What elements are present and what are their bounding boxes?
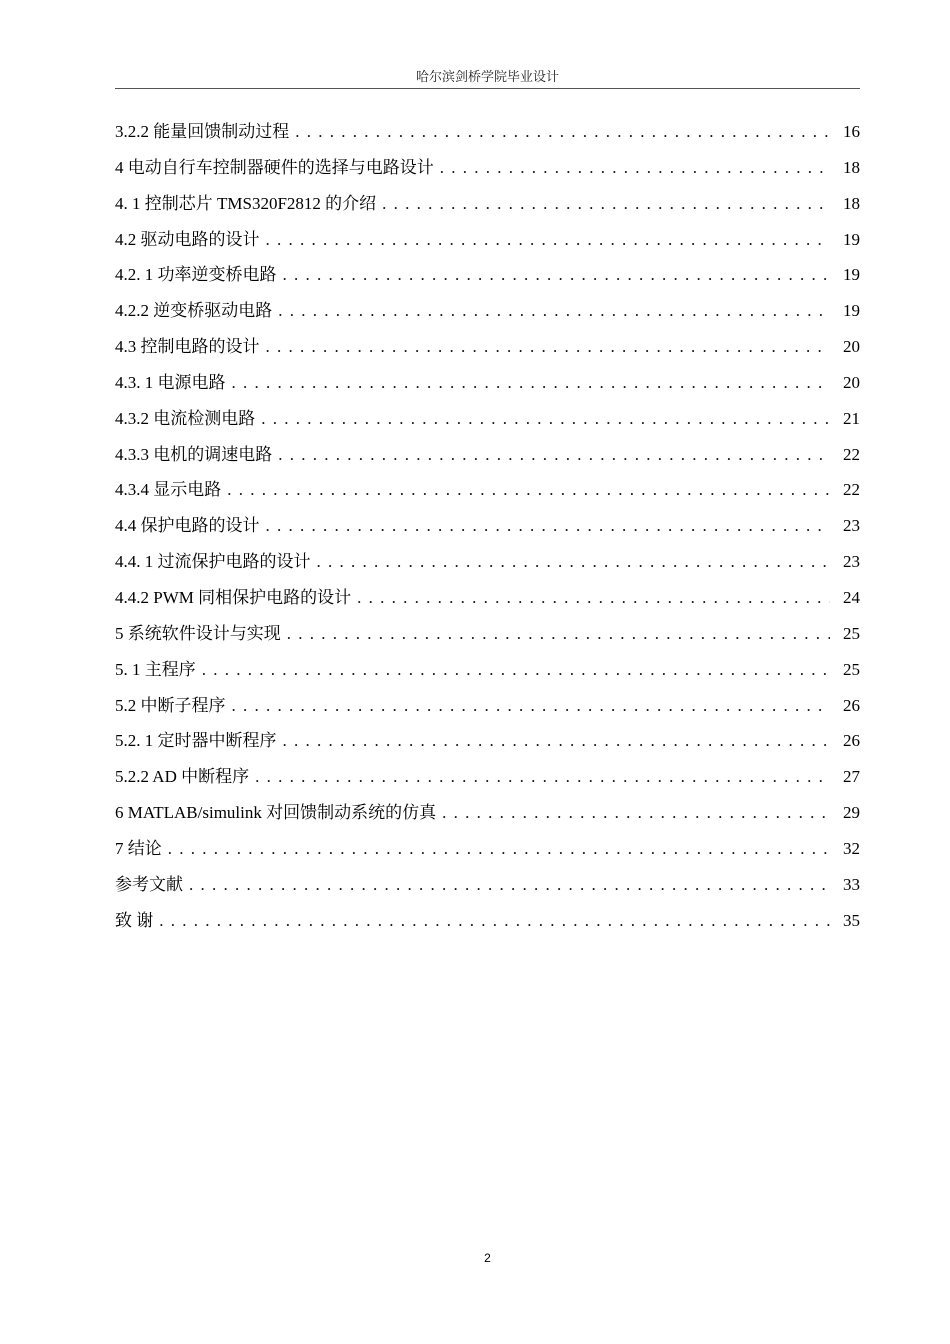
toc-leader bbox=[168, 834, 830, 864]
toc-entry[interactable] bbox=[115, 870, 860, 906]
toc-leader bbox=[440, 153, 830, 183]
toc-entry-page: 19 bbox=[843, 229, 860, 249]
toc-entry[interactable] bbox=[115, 368, 860, 404]
toc-entry[interactable] bbox=[115, 117, 860, 153]
toc-leader bbox=[232, 368, 831, 398]
toc-entry-page: 21 bbox=[843, 408, 860, 428]
table-of-contents bbox=[115, 117, 860, 941]
toc-entry[interactable] bbox=[115, 260, 860, 296]
toc-entry-page: 26 bbox=[843, 731, 860, 751]
toc-leader bbox=[159, 906, 830, 936]
toc-entry-page: 18 bbox=[843, 193, 860, 213]
toc-entry-title: 5.2.2 AD 中断程序 bbox=[115, 767, 250, 787]
toc-entry-page: 19 bbox=[843, 301, 860, 321]
toc-entry-title: 4.2 驱动电路的设计 bbox=[115, 229, 260, 249]
toc-entry-page: 33 bbox=[843, 874, 860, 894]
toc-entry[interactable] bbox=[115, 296, 860, 332]
toc-entry-page: 26 bbox=[843, 695, 860, 715]
toc-entry[interactable] bbox=[115, 691, 860, 727]
toc-leader bbox=[266, 225, 831, 255]
toc-leader bbox=[266, 511, 831, 541]
toc-entry-page: 29 bbox=[843, 803, 860, 823]
toc-entry-title: 5. 1 主程序 bbox=[115, 659, 196, 679]
toc-entry[interactable] bbox=[115, 583, 860, 619]
toc-entry-page: 19 bbox=[843, 265, 860, 285]
toc-entry-title: 6 MATLAB/simulink 对回馈制动系统的仿真 bbox=[115, 803, 437, 823]
toc-entry-title: 4.4 保护电路的设计 bbox=[115, 516, 260, 536]
toc-leader bbox=[442, 798, 830, 828]
toc-entry-page: 20 bbox=[843, 337, 860, 357]
toc-entry-title: 致 谢 bbox=[115, 910, 154, 930]
toc-leader bbox=[266, 332, 831, 362]
toc-entry[interactable] bbox=[115, 726, 860, 762]
toc-leader bbox=[283, 260, 831, 290]
toc-entry-page: 23 bbox=[843, 552, 860, 572]
toc-entry-page: 18 bbox=[843, 157, 860, 177]
toc-entry-title: 4.3.2 电流检测电路 bbox=[115, 408, 256, 428]
toc-entry[interactable] bbox=[115, 475, 860, 511]
toc-entry-title: 5.2 中断子程序 bbox=[115, 695, 226, 715]
toc-entry-page: 22 bbox=[843, 444, 860, 464]
toc-entry-title: 4. 1 控制芯片 TMS320F2812 的介绍 bbox=[115, 193, 377, 213]
toc-entry[interactable] bbox=[115, 404, 860, 440]
toc-entry-title: 4.4.2 PWM 同相保护电路的设计 bbox=[115, 587, 352, 607]
toc-entry[interactable] bbox=[115, 511, 860, 547]
toc-leader bbox=[317, 547, 831, 577]
toc-leader bbox=[189, 870, 830, 900]
toc-entry-title: 4 电动自行车控制器硬件的选择与电路设计 bbox=[115, 157, 434, 177]
toc-entry-page: 35 bbox=[843, 910, 860, 930]
toc-entry-title: 4.3.4 显示电路 bbox=[115, 480, 222, 500]
toc-entry-page: 23 bbox=[843, 516, 860, 536]
toc-entry[interactable] bbox=[115, 153, 860, 189]
toc-leader bbox=[295, 117, 830, 147]
toc-entry[interactable] bbox=[115, 798, 860, 834]
toc-entry[interactable] bbox=[115, 332, 860, 368]
toc-entry-title: 4.2. 1 功率逆变桥电路 bbox=[115, 265, 277, 285]
toc-entry-title: 4.2.2 逆变桥驱动电路 bbox=[115, 301, 273, 321]
header-rule bbox=[115, 88, 860, 89]
toc-leader bbox=[357, 583, 830, 613]
toc-leader bbox=[283, 726, 831, 756]
toc-entry-title: 5 系统软件设计与实现 bbox=[115, 623, 281, 643]
toc-entry-title: 5.2. 1 定时器中断程序 bbox=[115, 731, 277, 751]
toc-entry-title: 7 结论 bbox=[115, 838, 162, 858]
toc-entry-page: 20 bbox=[843, 372, 860, 392]
toc-entry-page: 25 bbox=[843, 623, 860, 643]
toc-entry-title: 3.2.2 能量回馈制动过程 bbox=[115, 122, 290, 141]
toc-entry-page: 25 bbox=[843, 659, 860, 679]
toc-entry[interactable] bbox=[115, 834, 860, 870]
toc-leader bbox=[232, 691, 831, 721]
toc-entry[interactable] bbox=[115, 906, 860, 942]
toc-leader bbox=[278, 440, 830, 470]
toc-entry-page: 22 bbox=[843, 480, 860, 500]
toc-leader bbox=[382, 189, 830, 219]
toc-entry-title: 参考文献 bbox=[115, 874, 183, 894]
toc-entry[interactable] bbox=[115, 655, 860, 691]
page-number: 2 bbox=[484, 1251, 491, 1265]
toc-entry[interactable] bbox=[115, 225, 860, 261]
toc-entry[interactable] bbox=[115, 189, 860, 225]
toc-leader bbox=[278, 296, 830, 326]
toc-entry[interactable] bbox=[115, 440, 860, 476]
toc-entry-title: 4.3 控制电路的设计 bbox=[115, 337, 260, 357]
toc-leader bbox=[202, 655, 830, 685]
toc-leader bbox=[227, 475, 830, 505]
toc-entry[interactable] bbox=[115, 619, 860, 655]
toc-leader bbox=[287, 619, 830, 649]
toc-entry-page: 24 bbox=[843, 587, 860, 607]
toc-entry-title: 4.3.3 电机的调速电路 bbox=[115, 444, 273, 464]
toc-leader bbox=[255, 762, 830, 792]
toc-entry-title: 4.4. 1 过流保护电路的设计 bbox=[115, 552, 311, 572]
toc-leader bbox=[261, 404, 830, 434]
toc-entry[interactable] bbox=[115, 547, 860, 583]
toc-entry-page: 16 bbox=[843, 122, 860, 141]
toc-entry-page: 32 bbox=[843, 838, 860, 858]
toc-entry-title: 4.3. 1 电源电路 bbox=[115, 372, 226, 392]
running-header: 哈尔滨剑桥学院毕业设计 bbox=[415, 69, 559, 84]
toc-entry-page: 27 bbox=[843, 767, 860, 787]
toc-entry[interactable] bbox=[115, 762, 860, 798]
